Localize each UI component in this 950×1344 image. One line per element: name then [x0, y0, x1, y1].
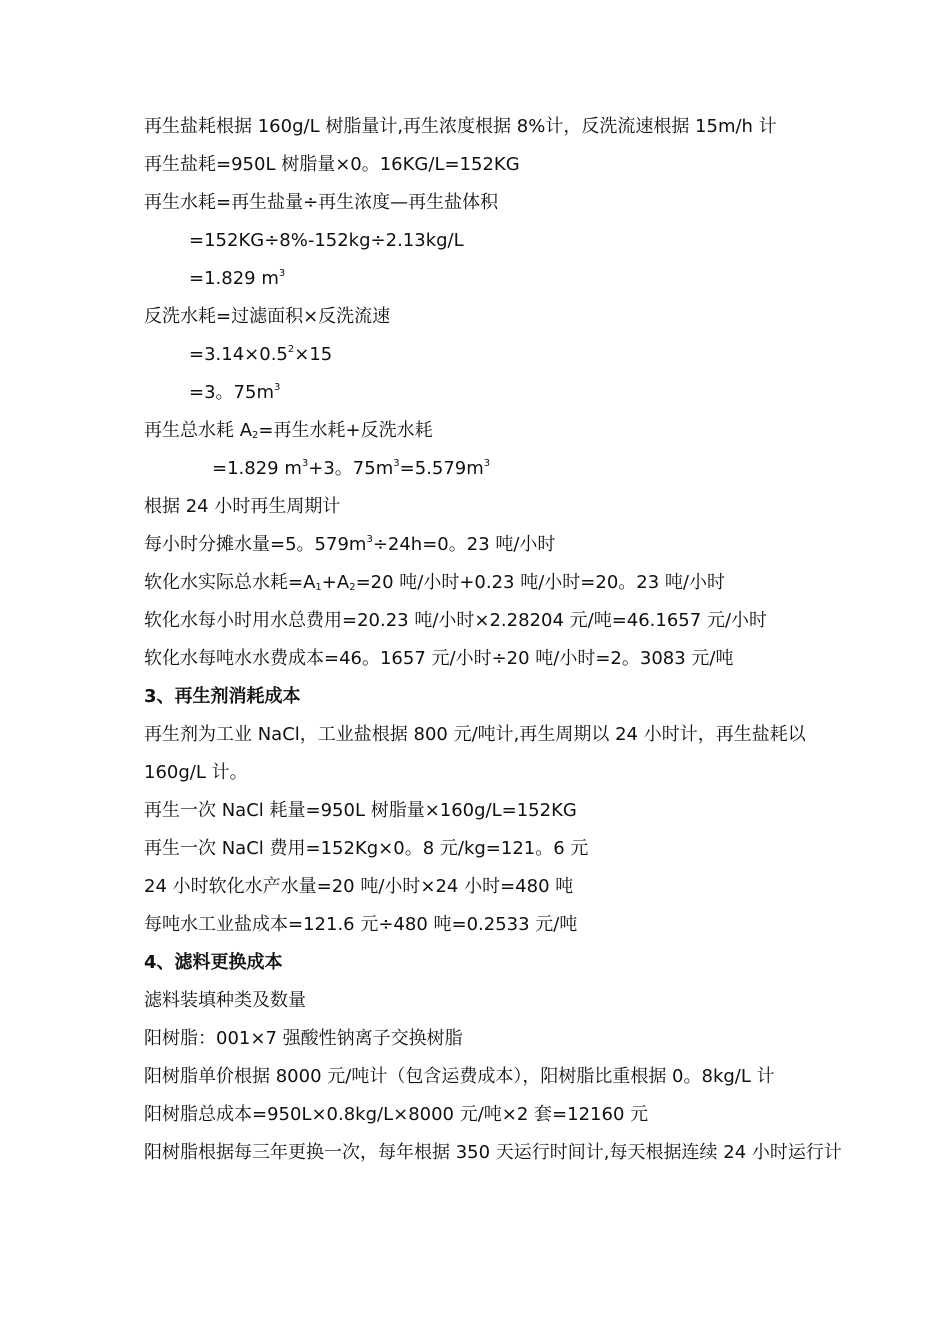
text-line-total-water-formula: 再生总水耗 $A_2=$再生水耗+反洗水耗 [144, 420, 433, 441]
text-line-resin-total: 阳树脂总成本=950L×0.8kg/L×8000 元/吨×2 套=12160 元 [144, 1104, 649, 1125]
text-line-backwash-formula: 反洗水耗=过滤面积×反洗流速 [144, 306, 391, 327]
document-body [144, 108, 844, 1172]
text-line-regen-water-result: =1.829 $m^3$ [189, 268, 286, 289]
text-line-hourly-water: 每小时分摊水量=5。$579m^3\div 24h=0$。23 吨/小时 [144, 534, 556, 555]
text-line-daily-output: 24 小时软化水产水量=20 吨/小时×24 小时=480 吨 [144, 876, 574, 897]
text-line-total-water-calc: =1.829 $m^3+3$。$75m^3=5.579m^3$ [212, 458, 491, 479]
text-line-salt-ton-cost: 每吨水工业盐成本=121.6 元÷480 吨=0.2533 元/吨 [144, 914, 578, 935]
text-line-regen-water-formula: 再生水耗=再生盐量÷再生浓度—再生盐体积 [144, 192, 499, 213]
text-line-media-types: 滤料装填种类及数量 [144, 990, 306, 1011]
text-line-ton-cost: 软化水每吨水水费成本=46。1657 元/小时÷20 吨/小时=2。3083 元/吨 [144, 648, 734, 669]
text-line-cycle-basis: 根据 24 小时再生周期计 [144, 496, 341, 517]
text-line-nacl-amount: 再生一次 NaCl 耗量=950L 树脂量×160g/L=152KG [144, 800, 577, 821]
text-line-actual-water: 软化水实际总水耗$=A_1+A_2=20$ 吨/小时+0.23 吨/小时=20。23 吨/小时 [144, 572, 725, 593]
text-paragraph-resin-replacement: 阳树脂根据每三年更换一次，每年根据 350 天运行时间计,每天根据连续 24 小时运行计 [144, 1142, 842, 1163]
text-line-salt-basis: 再生盐耗根据 160g/L 树脂量计,再生浓度根据 8%计，反洗流速根据 15m/h 计 [144, 116, 777, 137]
text-line-hourly-cost: 软化水每小时用水总费用=20.23 吨/小时×2.28204 元/吨=46.1657 元/小时 [144, 610, 768, 631]
text-line-resin-price: 阳树脂单价根据 8000 元/吨计（包含运费成本），阳树脂比重根据 0。8kg/L 计 [144, 1066, 775, 1087]
text-line-resin-type: 阳树脂：001×7 强酸性钠离子交换树脂 [144, 1028, 463, 1049]
text-line-backwash-calc: $=3.14\times 0.5^2\times 15$ [189, 344, 333, 365]
text-line-regen-water-calc: =152KG÷8%-152kg÷2.13kg/L [189, 230, 464, 251]
text-paragraph-regenerant: 再生剂为工业 NaCl，工业盐根据 800 元/吨计,再生周期以 24 小时计，再生盐耗以 160g/L 计。 [144, 724, 806, 783]
section-heading-filter-media: 4、滤料更换成本 [144, 952, 283, 973]
section-heading-regenerant: 3、再生剂消耗成本 [144, 686, 301, 707]
text-line-backwash-result: =3。$75m^3$ [189, 382, 281, 403]
text-line-salt-consumption: 再生盐耗=950L 树脂量×0。16KG/L=152KG [144, 154, 520, 175]
text-line-nacl-cost: 再生一次 NaCl 费用=152Kg×0。8 元/kg=121。6 元 [144, 838, 589, 859]
